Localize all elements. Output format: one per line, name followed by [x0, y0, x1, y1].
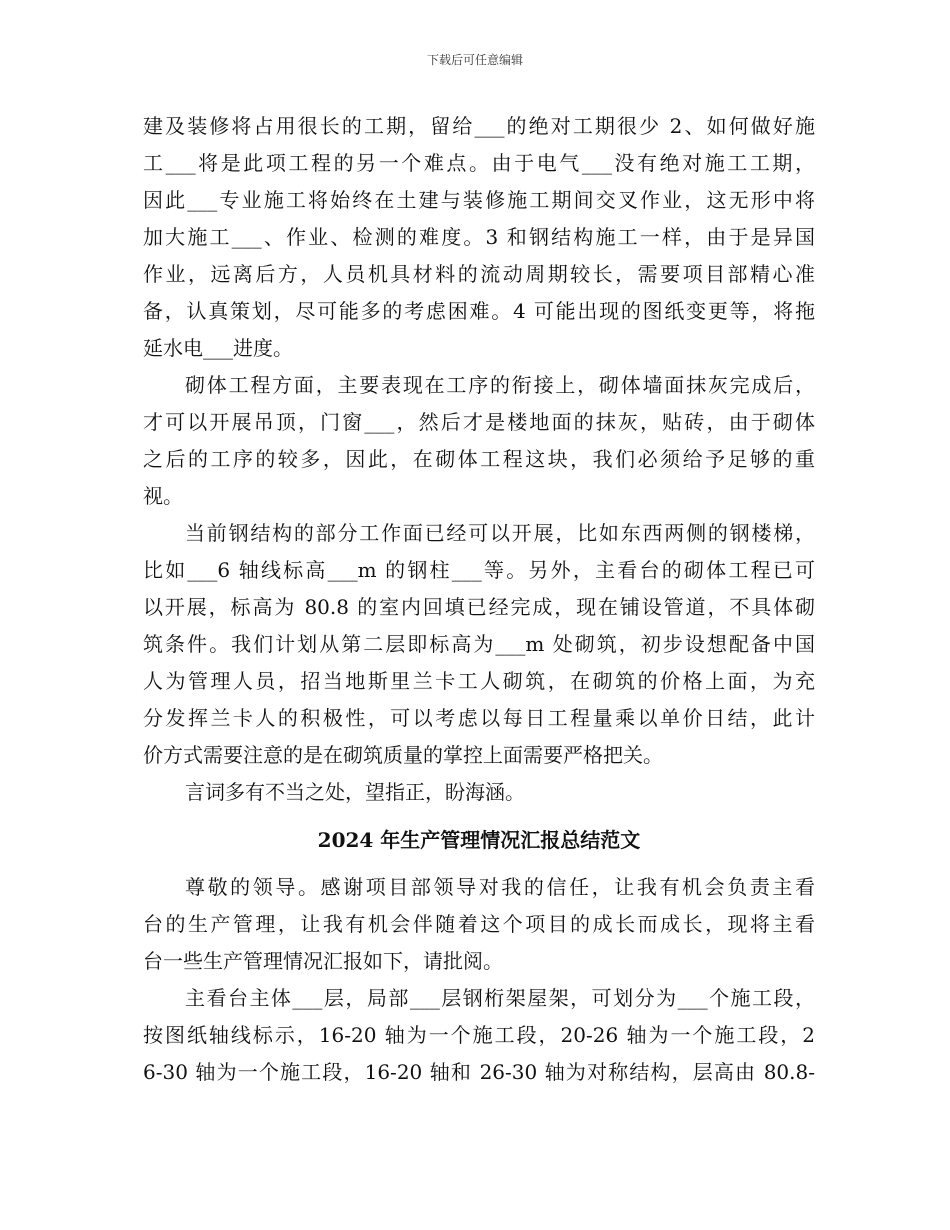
text-line: 视。: [143, 484, 183, 508]
text-line: 砌体工程方面，主要表现在工序的衔接上，砌体墙面抹灰完成后，: [185, 373, 815, 397]
text-line: 6-30 轴为一个施工段，16-20 轴和 26-30 轴为对称结构，层高由 80.8-: [143, 1060, 815, 1084]
page-header: 下载后可任意编辑: [426, 53, 523, 67]
text-line: 筑条件。我们计划从第二层即标高为___m 处砌筑，初步设想配备中国: [143, 632, 815, 656]
text-line: 备，认真策划，尽可能多的考虑困难。4 可能出现的图纸变更等，将拖: [143, 299, 815, 323]
text-line: 比如___6 轴线标高___m 的钢柱___等。另外，主看台的砌体工程已可: [143, 558, 815, 582]
text-line: 价方式需要注意的是在砌筑质量的掌控上面需要严格把关。: [143, 743, 663, 767]
paragraph-6: [143, 980, 815, 1091]
paragraph-1: [143, 108, 815, 367]
text-line: 之后的工序的较多，因此，在砌体工程这块，我们必须给予足够的重: [143, 447, 815, 471]
text-line: 尊敬的领导。感谢项目部领导对我的信任，让我有机会负责主看: [185, 875, 815, 899]
text-line: 按图纸轴线标示，16-20 轴为一个施工段，20-26 轴为一个施工段，2: [143, 1023, 815, 1047]
paragraph-5: [143, 869, 815, 980]
document-body: [143, 108, 815, 1091]
text-line: 人为管理人员，招当地斯里兰卡工人砌筑，在砌筑的价格上面，为充: [143, 669, 815, 693]
text-line: 才可以开展吊顶，门窗___，然后才是楼地面的抹灰，贴砖，由于砌体: [143, 410, 815, 434]
text-line: 台的生产管理，让我有机会伴随着这个项目的成长而成长，现将主看: [143, 912, 815, 936]
paragraph-3: [143, 515, 815, 774]
text-line: 以开展，标高为 80.8 的室内回填已经完成，现在铺设管道，不具体砌: [143, 595, 815, 619]
text-line: 分发挥兰卡人的积极性，可以考虑以每日工程量乘以单价日结，此计: [143, 706, 815, 730]
text-line: 建及装修将占用很长的工期，留给___的绝对工期很少 2、如何做好施: [143, 114, 815, 138]
text-line: 延水电___进度。: [143, 336, 293, 360]
text-line: 因此___专业施工将始终在土建与装修施工期间交叉作业，这无形中将: [143, 188, 815, 212]
text-line: 作业，远离后方，人员机具材料的流动周期较长，需要项目部精心准: [143, 262, 815, 286]
text-line: 工___将是此项工程的另一个难点。由于电气___没有绝对施工工期，: [143, 151, 815, 175]
paragraph-2: [143, 367, 815, 515]
text-line: 加大施工___、作业、检测的难度。3 和钢结构施工一样，由于是异国: [143, 225, 815, 249]
text-line: 当前钢结构的部分工作面已经可以开展，比如东西两侧的钢楼梯，: [185, 521, 815, 545]
section-title: 2024 年生产管理情况汇报总结范文: [317, 828, 641, 852]
text-line: 言词多有不当之处，望指正，盼海涵。: [185, 780, 525, 804]
text-line: 台一些生产管理情况汇报如下，请批阅。: [143, 949, 503, 973]
text-line: 主看台主体___层，局部___层钢桁架屋架，可划分为___个施工段，: [185, 986, 815, 1010]
paragraph-4: [143, 774, 815, 811]
